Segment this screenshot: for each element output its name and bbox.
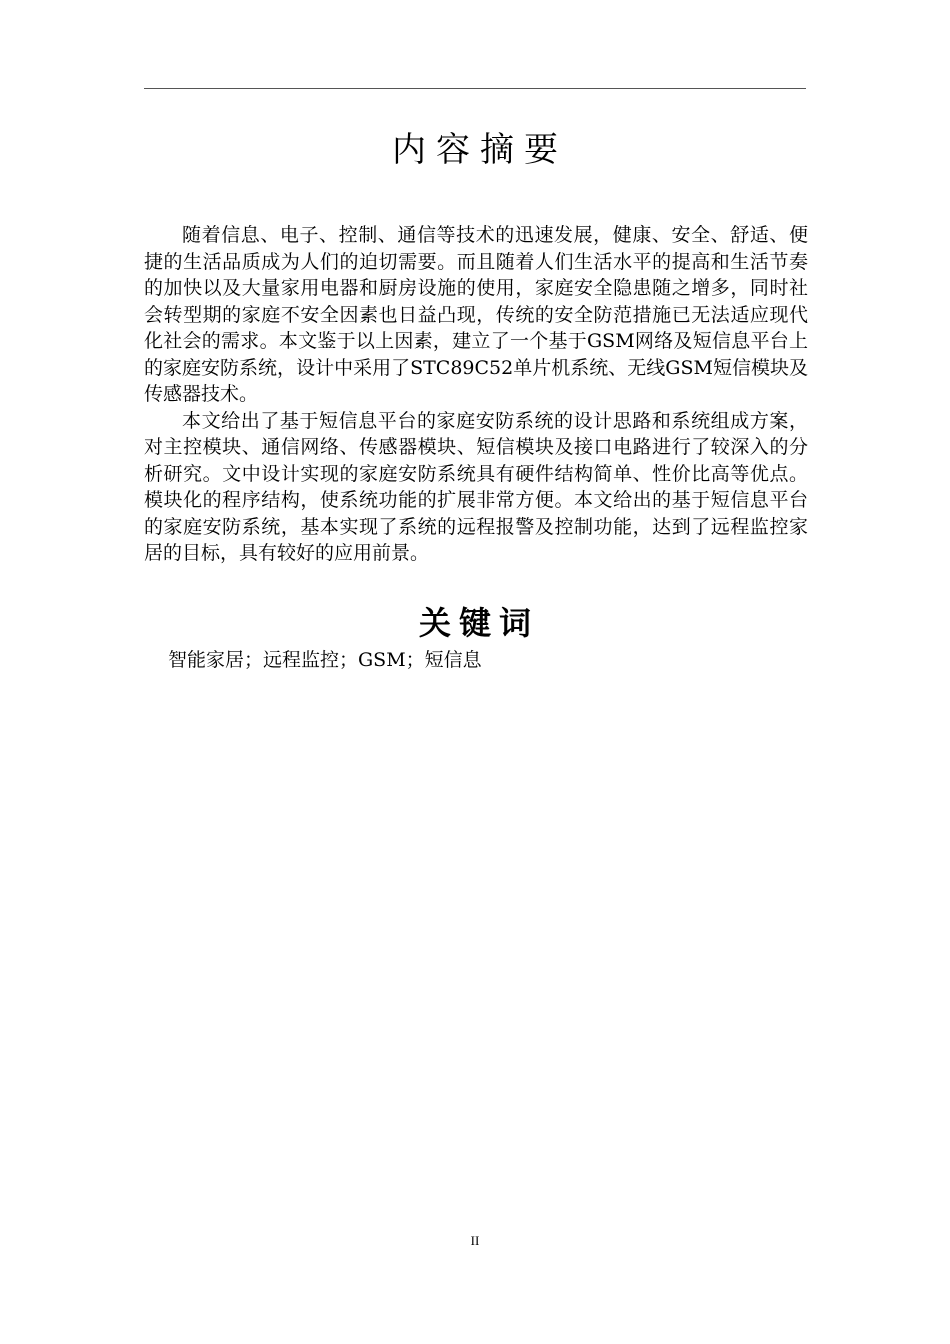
keywords-list: 智能家居；远程监控；GSM；短信息 [168,649,482,671]
abstract-body [144,222,808,567]
page-number: II [470,1233,480,1248]
header-rule [144,88,806,89]
abstract-paragraph: 本文给出了基于短信息平台的家庭安防系统的设计思路和系统组成方案，对主控模块、通信网络、传感器模块、短信模块及接口电路进行了较深入的分析研究。文中设计实现的家庭安防系统具有硬件结构简单、性价比高等优点。模块化的程序结构，使系统功能的扩展非常方便。本文给出的基于短信息平台的家庭安防系统，基本实现了系统的远程报警及控制功能，达到了远程监控家居的目标，具有较好的应用前景。 [144,409,808,564]
page-title: 内容摘要 [392,130,568,170]
abstract-paragraph: 随着信息、电子、控制、通信等技术的迅速发展，健康、安全、舒适、便捷的生活品质成为人们的迫切需要。而且随着人们生活水平的提高和生活节奏的加快以及大量家用电器和厨房设施的使用，家庭安全隐患随之增多，同时社会转型期的家庭不安全因素也日益凸现，传统的安全防范措施已无法适应现代化社会的需求。本文鉴于以上因素，建立了一个基于GSM网络及短信息平台上的家庭安防系统，设计中采用了STC89C52单片机系统、无线GSM短信模块及传感器技术。 [144,224,808,405]
keywords-heading: 关键词 [418,604,539,642]
